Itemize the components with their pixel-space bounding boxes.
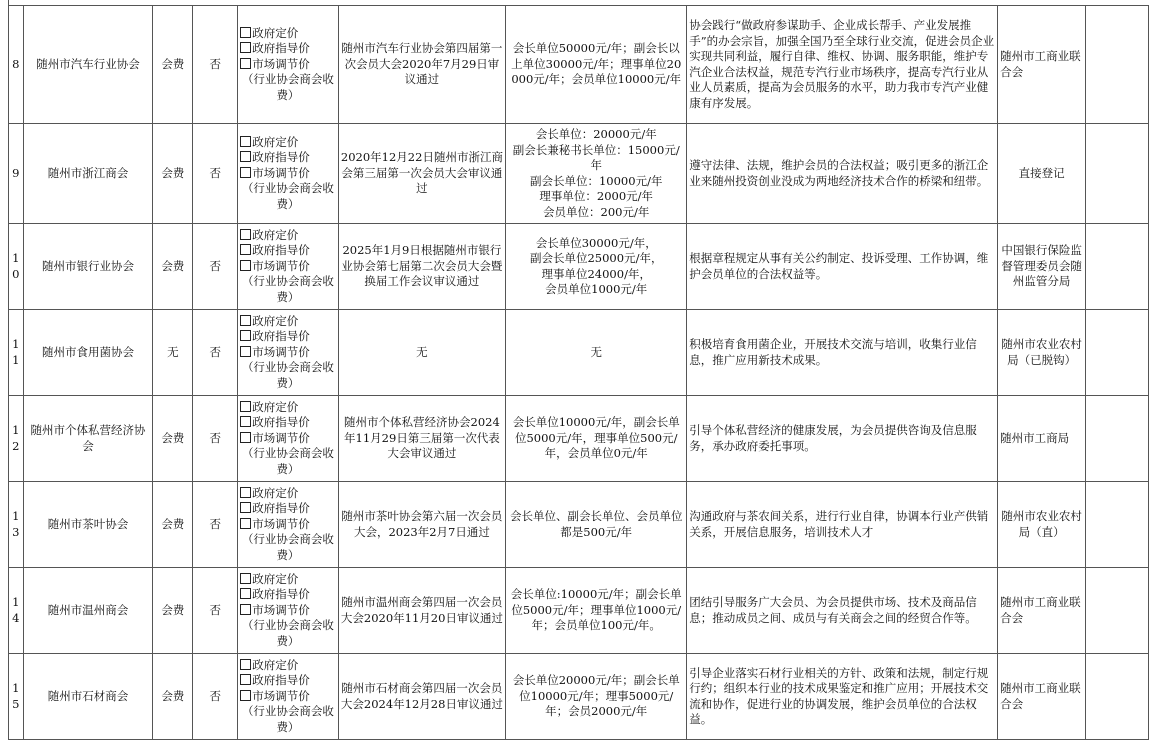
fee-type: 会费 <box>153 224 193 310</box>
service-scope: 引导个体私营经济的健康发展，为会员提供咨询及信息服务，承办政府委托事项。 <box>687 396 998 482</box>
row-number: 10 <box>9 224 24 310</box>
supervising-dept: 随州市农业农村局（直） <box>998 482 1086 568</box>
fee-type: 会费 <box>153 482 193 568</box>
checkbox-icon <box>240 432 251 443</box>
flag-value: 否 <box>193 124 238 224</box>
option-gov-fixed <box>240 486 335 502</box>
option-market <box>240 57 335 73</box>
option-market <box>240 603 335 619</box>
flag-value: 否 <box>193 6 238 124</box>
option-note: （行业协会商会收费） <box>241 446 334 476</box>
table-body <box>9 6 1149 740</box>
checkbox-icon <box>240 674 251 685</box>
supervising-dept: 随州市工商业联合会 <box>998 568 1086 654</box>
row-number: 15 <box>9 654 24 740</box>
checkbox-icon <box>240 401 251 412</box>
option-label: 政府定价 <box>252 571 299 586</box>
option-market <box>240 166 335 182</box>
option-gov-fixed <box>240 26 335 42</box>
fee-line: 副会长单位：10000元/年 <box>529 173 663 188</box>
option-label: 政府指导价 <box>252 673 310 688</box>
option-label: 市场调节价 <box>252 688 310 703</box>
flag-value: 否 <box>193 568 238 654</box>
option-gov-fixed <box>240 314 335 330</box>
checkbox-icon <box>240 690 251 701</box>
option-gov-guided <box>240 243 335 259</box>
option-note: （行业协会商会收费） <box>241 618 334 648</box>
checkbox-icon <box>240 604 251 615</box>
fee-standard: 会长单位、副会长单位、会员单位都是500元/年 <box>506 482 687 568</box>
checkbox-icon <box>240 244 251 255</box>
option-label: 市场调节价 <box>252 165 310 180</box>
pricing-options <box>238 654 338 740</box>
option-label: 政府指导价 <box>252 415 310 430</box>
association-name: 随州市个体私营经济协会 <box>23 396 153 482</box>
checkbox-icon <box>240 518 251 529</box>
option-gov-guided <box>240 673 335 689</box>
checkbox-icon <box>240 151 251 162</box>
option-note: （行业协会商会收费） <box>241 532 334 562</box>
fee-standard <box>506 124 687 224</box>
fee-line: 会长单位：20000元/年 <box>535 127 657 141</box>
table-row <box>9 482 1149 568</box>
row-number: 13 <box>9 482 24 568</box>
flag-value: 否 <box>193 224 238 310</box>
option-gov-guided <box>240 329 335 345</box>
option-market <box>240 517 335 533</box>
option-label: 市场调节价 <box>252 516 310 531</box>
pricing-options <box>238 310 338 396</box>
row-number: 11 <box>9 310 24 396</box>
fee-standard: 会长单位10000元/年，副会长单位5000元/年，理事单位500元/年，会员单位0元/年 <box>506 396 687 482</box>
service-scope: 积极培育食用菌企业，开展技术交流与培训，收集行业信息，推广应用新技术成果。 <box>687 310 998 396</box>
row-number: 9 <box>9 124 24 224</box>
option-label: 政府指导价 <box>252 41 310 56</box>
option-label: 政府指导价 <box>252 587 310 602</box>
approval-basis: 2025年1月9日根据随州市银行业协会第七届第二次会员大会暨换届工作会议审议通过 <box>338 224 505 310</box>
fee-line: 会员单位：200元/年 <box>543 204 650 219</box>
fee-table <box>8 5 1149 740</box>
table-row <box>9 310 1149 396</box>
option-gov-guided <box>240 150 335 166</box>
checkbox-icon <box>240 167 251 178</box>
empty-cell <box>1086 124 1149 224</box>
option-label: 政府指导价 <box>252 243 310 258</box>
option-market <box>240 259 335 275</box>
option-market <box>240 689 335 705</box>
service-scope: 引导企业落实石材行业相关的方针、政策和法规，制定行规行约；组织本行业的技术成果鉴定和推广应用；开展技术交流和协作，促进行业的协调发展，维护会员单位的合法权益。 <box>687 654 998 740</box>
option-label: 市场调节价 <box>252 430 310 445</box>
empty-cell <box>1086 654 1149 740</box>
fee-standard: 会长单位:10000元/年；副会长单位5000元/年；理事单位1000元/年；会员单位100元/年。 <box>506 568 687 654</box>
table-row <box>9 124 1149 224</box>
service-scope: 根据章程规定从事有关公约制定、投诉受理、工作协调，维护会员单位的合法权益等。 <box>687 224 998 310</box>
checkbox-icon <box>240 315 251 326</box>
option-label: 政府定价 <box>252 25 299 40</box>
option-label: 政府定价 <box>252 485 299 500</box>
checkbox-icon <box>240 27 251 38</box>
option-note: （行业协会商会收费） <box>241 360 334 390</box>
fee-type: 会费 <box>153 6 193 124</box>
pricing-options <box>238 124 338 224</box>
association-name: 随州市茶叶协会 <box>23 482 153 568</box>
empty-cell <box>1086 310 1149 396</box>
flag-value: 否 <box>193 310 238 396</box>
table-row <box>9 396 1149 482</box>
fee-type: 会费 <box>153 124 193 224</box>
approval-basis: 随州市个体私营经济协会2024年11月29日第三届第一次代表大会审议通过 <box>338 396 505 482</box>
option-label: 政府定价 <box>252 399 299 414</box>
supervising-dept: 随州市工商局 <box>998 396 1086 482</box>
checkbox-icon <box>240 502 251 513</box>
empty-cell <box>1086 224 1149 310</box>
table-row <box>9 568 1149 654</box>
option-note: （行业协会商会收费） <box>241 704 334 734</box>
supervising-dept: 随州市工商业联合会 <box>998 654 1086 740</box>
option-label: 政府定价 <box>252 657 299 672</box>
row-number: 14 <box>9 568 24 654</box>
fee-type: 会费 <box>153 568 193 654</box>
fee-line: 副会长单位25000元/年， <box>529 251 663 265</box>
association-name: 随州市温州商会 <box>23 568 153 654</box>
fee-standard: 会长单位20000元/年；副会长单位10000元/年；理事5000元/年；会员2000元/年 <box>506 654 687 740</box>
option-label: 市场调节价 <box>252 602 310 617</box>
option-gov-fixed <box>240 400 335 416</box>
fee-line: 理事单位24000/年， <box>541 266 651 281</box>
flag-value: 否 <box>193 396 238 482</box>
approval-basis: 随州市茶叶协会第六届一次会员大会，2023年2月7日通过 <box>338 482 505 568</box>
option-label: 市场调节价 <box>252 56 310 71</box>
empty-cell <box>1086 396 1149 482</box>
checkbox-icon <box>240 659 251 670</box>
empty-cell <box>1086 568 1149 654</box>
option-label: 政府定价 <box>252 227 299 242</box>
option-gov-guided <box>240 41 335 57</box>
checkbox-icon <box>240 136 251 147</box>
service-scope: 遵守法律、法规，维护会员的合法权益；吸引更多的浙江企业来随州投资创业没成为两地经济技术合作的桥梁和纽带。 <box>687 124 998 224</box>
fee-standard: 会长单位50000元/年；副会长以上单位30000元/年；理事单位20000元/年；会员单位10000元/年 <box>506 6 687 124</box>
option-gov-fixed <box>240 572 335 588</box>
empty-cell <box>1086 482 1149 568</box>
pricing-options <box>238 568 338 654</box>
option-gov-guided <box>240 415 335 431</box>
option-label: 政府定价 <box>252 134 299 149</box>
checkbox-icon <box>240 346 251 357</box>
fee-line: 理事单位：2000元/年 <box>539 189 654 203</box>
table-row <box>9 654 1149 740</box>
row-number: 8 <box>9 6 24 124</box>
flag-value: 否 <box>193 482 238 568</box>
fee-line: 会员单位1000元/年 <box>545 282 648 296</box>
supervising-dept: 直接登记 <box>998 124 1086 224</box>
fee-standard: 无 <box>506 310 687 396</box>
option-label: 市场调节价 <box>252 344 310 359</box>
option-market <box>240 345 335 361</box>
pricing-options <box>238 6 338 124</box>
supervising-dept: 中国银行保险监督管理委员会随州监管分局 <box>998 224 1086 310</box>
association-name: 随州市食用菌协会 <box>23 310 153 396</box>
checkbox-icon <box>240 42 251 53</box>
table-row <box>9 6 1149 124</box>
supervising-dept: 随州市工商业联合会 <box>998 6 1086 124</box>
checkbox-icon <box>240 229 251 240</box>
checkbox-icon <box>240 330 251 341</box>
option-gov-guided <box>240 587 335 603</box>
option-gov-fixed <box>240 228 335 244</box>
option-note: （行业协会商会收费） <box>241 181 334 211</box>
option-gov-guided <box>240 501 335 517</box>
supervising-dept: 随州市农业农村局（已脱钩） <box>998 310 1086 396</box>
fee-standard <box>506 224 687 310</box>
option-note: （行业协会商会收费） <box>241 72 334 102</box>
association-name: 随州市汽车行业协会 <box>23 6 153 124</box>
association-name: 随州市浙江商会 <box>23 124 153 224</box>
option-label: 政府指导价 <box>252 329 310 344</box>
approval-basis: 随州市汽车行业协会第四届第一次会员大会2020年7月29日审议通过 <box>338 6 505 124</box>
option-gov-fixed <box>240 658 335 674</box>
option-label: 市场调节价 <box>252 258 310 273</box>
fee-line: 副会长兼秘书长单位：15000元/年 <box>512 142 680 172</box>
approval-basis: 随州市温州商会第四届一次会员大会2020年11月20日审议通过 <box>338 568 505 654</box>
checkbox-icon <box>240 260 251 271</box>
option-label: 政府定价 <box>252 313 299 328</box>
fee-type: 无 <box>153 310 193 396</box>
approval-basis: 2020年12月22日随州市浙江商会第三届第一次会员大会审议通过 <box>338 124 505 224</box>
service-scope: 团结引导服务广大会员、为会员提供市场、技术及商品信息；推动成员之间、成员与有关商会之间的经贸合作等。 <box>687 568 998 654</box>
service-scope: 协会践行“做政府参谋助手、企业成长帮手、产业发展推手”的办会宗旨，加强全国乃至全球行业交流，促进会员企业实现共同利益，履行自律、维权、协调、服务职能，维护专汽企业合法权益，规范专汽行业市场秩序，提高专汽行业从业人员素质，提高为会员服务的水平，助力我市专汽产业健康有序发展。 <box>687 6 998 124</box>
pricing-options <box>238 482 338 568</box>
service-scope: 沟通政府与茶农间关系，进行行业自律，协调本行业产供销关系，开展信息服务，培训技术人才 <box>687 482 998 568</box>
option-label: 政府指导价 <box>252 150 310 165</box>
empty-cell <box>1086 6 1149 124</box>
approval-basis: 无 <box>338 310 505 396</box>
approval-basis: 随州市石材商会第四届一次会员大会2024年12月28日审议通过 <box>338 654 505 740</box>
fee-line: 会长单位30000元/年， <box>535 235 657 250</box>
association-name: 随州市石材商会 <box>23 654 153 740</box>
association-name: 随州市银行业协会 <box>23 224 153 310</box>
checkbox-icon <box>240 416 251 427</box>
checkbox-icon <box>240 573 251 584</box>
checkbox-icon <box>240 588 251 599</box>
pricing-options <box>238 396 338 482</box>
checkbox-icon <box>240 58 251 69</box>
row-number: 12 <box>9 396 24 482</box>
table-row <box>9 224 1149 310</box>
option-label: 政府指导价 <box>252 501 310 516</box>
fee-type: 会费 <box>153 654 193 740</box>
fee-type: 会费 <box>153 396 193 482</box>
option-market <box>240 431 335 447</box>
flag-value: 否 <box>193 654 238 740</box>
pricing-options <box>238 224 338 310</box>
option-note: （行业协会商会收费） <box>241 274 334 304</box>
checkbox-icon <box>240 487 251 498</box>
option-gov-fixed <box>240 135 335 151</box>
